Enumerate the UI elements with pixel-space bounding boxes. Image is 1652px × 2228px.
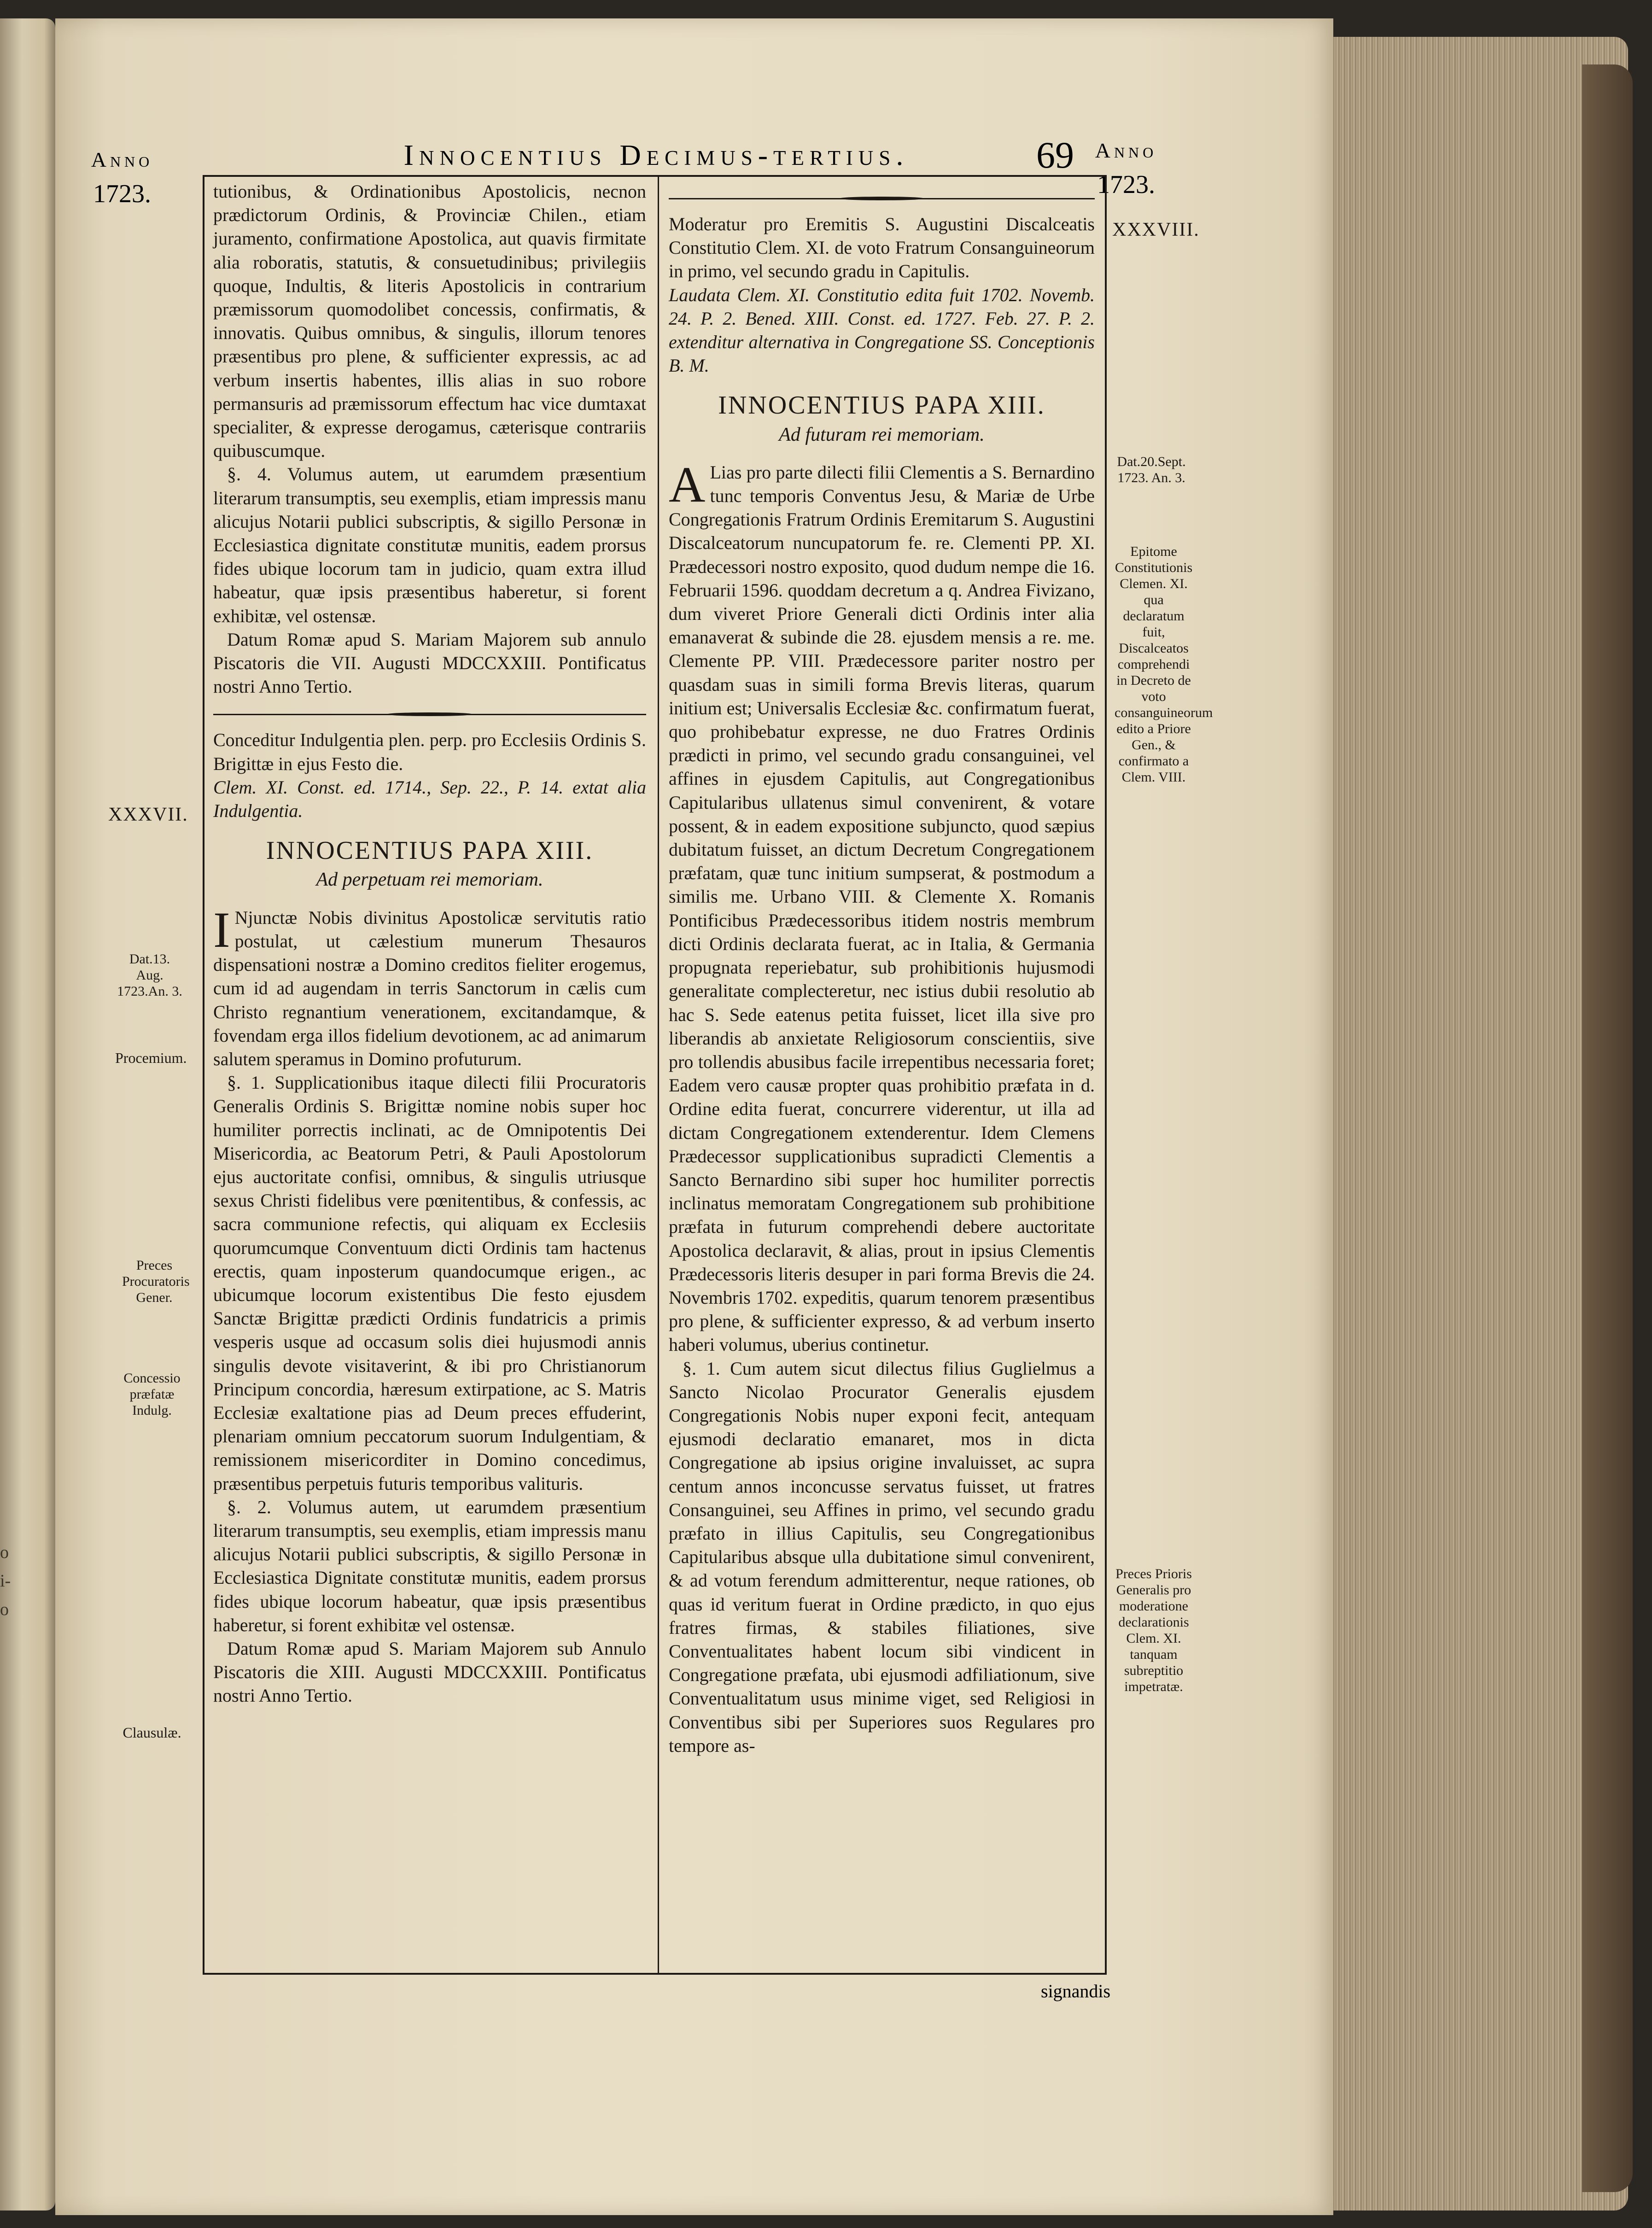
section-4: §. 4. Volumus autem, ut earumdem præsentium literarum transumptis, seu exemplis, etiam impressis manu alicujus Notarii publici subscriptis, & sigillo Personæ in Ecclesiastica dignitate constitutæ munitis, eadem prorsus fides ubique locorum tam in judicio, quam extra illud habeatur, quæ ipsis præsentibus haberetur, si forent exhibitæ, vel ostensæ. [213,464,646,626]
right-column [669,198,1095,1757]
summary-38: Moderatur pro Eremitis S. Augustini Discalceatis Constitutio Clem. XI. de voto Fratrum Consanguineorum in primo, vel secundo gradu in Capitulis. [669,214,1095,282]
text-paragraph: tutionibus, & Ordinationibus Apostolicis, necnon prædictorum Ordinis, & Provinciæ Chilen., etiam juramento, confirmatione Apostolica, aut quavis firmitate alia roboratis, statutis, & consuetudinibus; privilegiis quoque, Indultis, & literis Apostolicis in contrarium præmissorum quomodolibet concessis, confirmatis, & innovatis. Quibus omnibus, & singulis, illorum tenores præsentibus pro plene, & sufficienter expressis, ac ad verbum insertis habentes, illis alias in suo robore permansuris ad præmissorum effectum hac vice dumtaxat specialiter, & expresse derogamus, cæterisque contrariis quibuscumque. [213,181,646,461]
procemium-paragraph [213,901,646,1071]
opening-paragraph [669,456,1095,1357]
datum-paragraph: Datum Romæ apud S. Mariam Majorem sub Annulo Piscatoris die XIII. Augusti MDCCXXIII. Pontificatus nostri Anno Tertio. [213,1638,646,1706]
heading-subtitle: Ad perpetuam rei memoriam. [316,869,543,891]
pope-heading: INNOCENTIUS PAPA XIII. [266,836,594,865]
section-2: §. 2. Volumus autem, ut earumdem præsentium literarum transumptis, seu exemplis, etiam impressis manu alicujus Notarii publici subscriptis, & sigillo Personæ in Ecclesiastica Dignitate constitutæ munitis, eadem prorsus fides ubique locorum habeatur, quæ ipsis præsentibus haberetur, si forent exhibitæ vel ostensæ. [213,1496,646,1635]
column-rule [658,175,659,1975]
anno-left [64,143,180,211]
margin-preces-prioris: Preces Prioris Generalis pro moderatione declarationis Clem. XI. tanquam subreptitio impetratæ. [1115,1566,1192,1694]
page-number: 69 [1036,134,1074,176]
previous-page-letters [0,1538,18,1624]
summary-37: Conceditur Indulgentia plen. perp. pro Ecclesiis Ordinis S. Brigittæ in ejus Festo die. [213,729,646,774]
anno-year: 1723. [93,180,151,208]
separator-rule [213,714,646,715]
anno-label: Anno [91,148,153,171]
margin-date-left: Dat.13. Aug. 1723.An. 3. [117,951,182,999]
prev-letter: o [0,1543,9,1562]
anno-label-right: Anno [1095,139,1157,162]
pope-heading: INNOCENTIUS PAPA XIII. [718,391,1045,420]
previous-page-edge [0,18,55,2211]
margin-clausulae: Clausulæ. [123,1724,181,1741]
heading-subtitle: Ad futuram rei memoriam. [779,424,985,445]
reference-note-37: Clem. XI. Const. ed. 1714., Sep. 22., P. 14. extat alia Indulgentia. [213,776,646,822]
opening-text: Lias pro parte dilecti filii Clementis a S. Bernardino tunc temporis Conventus Jesu, & Mariæ de Urbe Congregationis Fratrum Ordinis Eremitarum S. Augustini Discalceatorum nuncupatorum fe. re. Clementi PP. XI. Prædecessori nostro exposito, quod dudum nempe die 16. Februarii 1596. quoddam decretum a q. Andrea Fivizano, dum viveret Priore Generali dicti Ordinis inter alia emanaverat & subinde die 28. ejusdem mensis a re. me. Clemente PP. VIII. Prædecessore pariter nostro per quasdam suas in simili forma Brevis literas, quarum initium est; Universalis Ecclesiæ &c. confirmatum fuerat, quo prohibebatur expresse, ne duo Fratres Ordinis prædicti in primo, vel secundo gradu consanguinei, vel affines in ejusdem Capitulis, aut Congregationibus Capitularibus ullatenus simul convenirent, & votare possent, & in eadem expositione subjuncto, quod sæpius dubitatum fuisset, an dictum Decretum Congregationem præfatam, quæ tunc initium sumpserat, & postmodum a similis me. Urbano VIII. & Clemente X. Romanis Pontificibus Prædecessoribus itidem nostris membrum dicti Ordinis declarata fuerat, ac in Italia, & Germania propugnata reperiebatur, sub prohibitionis hujusmodi generalitate complecteretur, nec istius dubii resolutio ab hac S. Sede eatenus petita fuisset, licet illa sive pro liberandis ab anxietate Religiosorum conscientiis, sive pro tollendis abusibus facile irrepentibus necessaria foret; Eadem vero causæ propter quas prohibitio præfata in d. Ordine edita fuerat, concurrere viderentur, ut illa ad dictam Congregationem extenderentur. Idem Clemens Prædecessor supplicationibus supradicti Clementis a Sancto Bernardino sibi super hoc humiliter porrectis inclinatus memoratam Congregationem sub prohibitione præfata in futurum comprehendi debere auctoritate Apostolica declaravit, & alias, prout in ipsius Clementis Prædecessoris literis desuper in pari forma Brevis die 24. Novembris 1702. expeditis, quarum tenorem præsentibus pro plene, & sufficienter expresso, & ad verbum inserto haberi volumus, uberius continetur. [669,461,1095,1355]
prev-letter: i- [0,1571,11,1591]
catchword: signandis [1041,1981,1111,2001]
margin-number-37: XXXVII. [108,804,188,825]
section-1: §. 1. Cum autem sicut dilectus filius Guglielmus a Sancto Nicolao Procurator Generalis ejusdem Congregationis Nobis nuper exponi fecit, antequam ejusmodi declaratio emanaret, mos in dicta Congregatione ab ipsius origine invaluisset, ac supra centum annos inconcusse servatus fuisset, ut fratres Consanguinei, seu Affines in primo, vel secundo gradu præfato in illius Capitulis, seu Congregationibus Capitularibus absque ulla dubitatione simul convenirent, & ad votum ferendum admitterentur, neque rationes, ob quas id veritum fuerat in Ordine prædicto, in quo ejus fratres firmas, & stabiles filiationes, sive Conventualitates habent locum sibi vindicent in Congregatione præfata, ubi ejusmodi adfiliationum, sive Conventualitatum usus minime viget, sed Religiosi in Conventibus sibi per Superiores suos Regulares pro tempore as- [669,1358,1095,1756]
margin-concessio: Concessio præfatæ Indulg. [123,1371,181,1418]
separator-rule [669,198,1095,199]
reference-note-38: Laudata Clem. XI. Constitutio edita fuit 1702. Novemb. 24. P. 2. Bened. XIII. Const. ed. 1727. Feb. 27. P. 2. extenditur alternativa in Congregatione SS. Conceptionis B. M. [669,284,1095,376]
margin-number-38: XXXVIII. [1112,219,1200,240]
prev-letter: o [0,1600,9,1619]
running-title: Innocentius Decimus-tertius. [403,139,909,171]
drop-cap: A [669,456,706,513]
margin-preces-procuratoris: Preces Procuratoris Gener. [122,1258,190,1305]
anno-year-right: 1723. [1097,170,1155,199]
book-cover-edge [1582,64,1633,2192]
drop-cap: I [213,901,230,958]
left-column [213,180,646,1708]
margin-procemium: Procemium. [115,1050,187,1066]
margin-epitome: Epitome Constitutionis Clemen. XI. qua declaratum fuit, Discalceatos comprehendi in Decreto de voto consanguineorum edito a Priore Gen., & confirmato a Clem. VIII. [1115,544,1213,785]
margin-date-right: Dat.20.Sept. 1723. An. 3. [1117,454,1186,485]
procemium-text: Njunctæ Nobis divinitus Apostolicæ servitutis ratio postulat, ut cælestium munerum Thesauros dispensationi nostræ a Domino creditos fieliter erogemus, cum id ad augendam in terris Sanctorum in cælis cum Christo regnantium venerationem, excitandamque, & fovendam erga illos fidelium devotionem, ac ad animarum salutem speramus in Domino profuturum. [213,907,646,1069]
section-1: §. 1. Supplicationibus itaque dilecti filii Procuratoris Generalis Ordinis S. Brigittæ nomine nobis super hoc humiliter porrectis inclinati, ac de Omnipotentis Dei Misericordia, ac Beatorum Petri, & Pauli Apostolorum ejus auctoritate confisi, omnibus, & singulis utriusque sexus Christi fidelibus vere pœnitentibus, & confessis, ac sacra communione refectis, qui aliquam ex Ecclesiis quorumcumque Conventuum dicti Ordinis tam hactenus erectis, quam inposterum quandocumque erigen., ac ubicumque locorum existentibus Die festo ejusdem Sanctæ Brigittæ prædicti Ordinis fundatricis a primis vesperis usque ad occasum solis diei hujusmodi annis singulis devote visitaverint, & ibi pro Christianorum Principum concordia, hæresum extirpatione, ac S. Matris Ecclesiæ exaltatione pias ad Deum preces effuderint, plenariam omnium peccatorum suorum Indulgentiam, & remissionem misericorditer in Domino concedimus, præsentibus perpetuis futuris temporibus valituris. [213,1072,646,1494]
datum-paragraph: Datum Romæ apud S. Mariam Majorem sub annulo Piscatoris die VII. Augusti MDCCXXIII. Pontificatus nostri Anno Tertio. [213,629,646,697]
